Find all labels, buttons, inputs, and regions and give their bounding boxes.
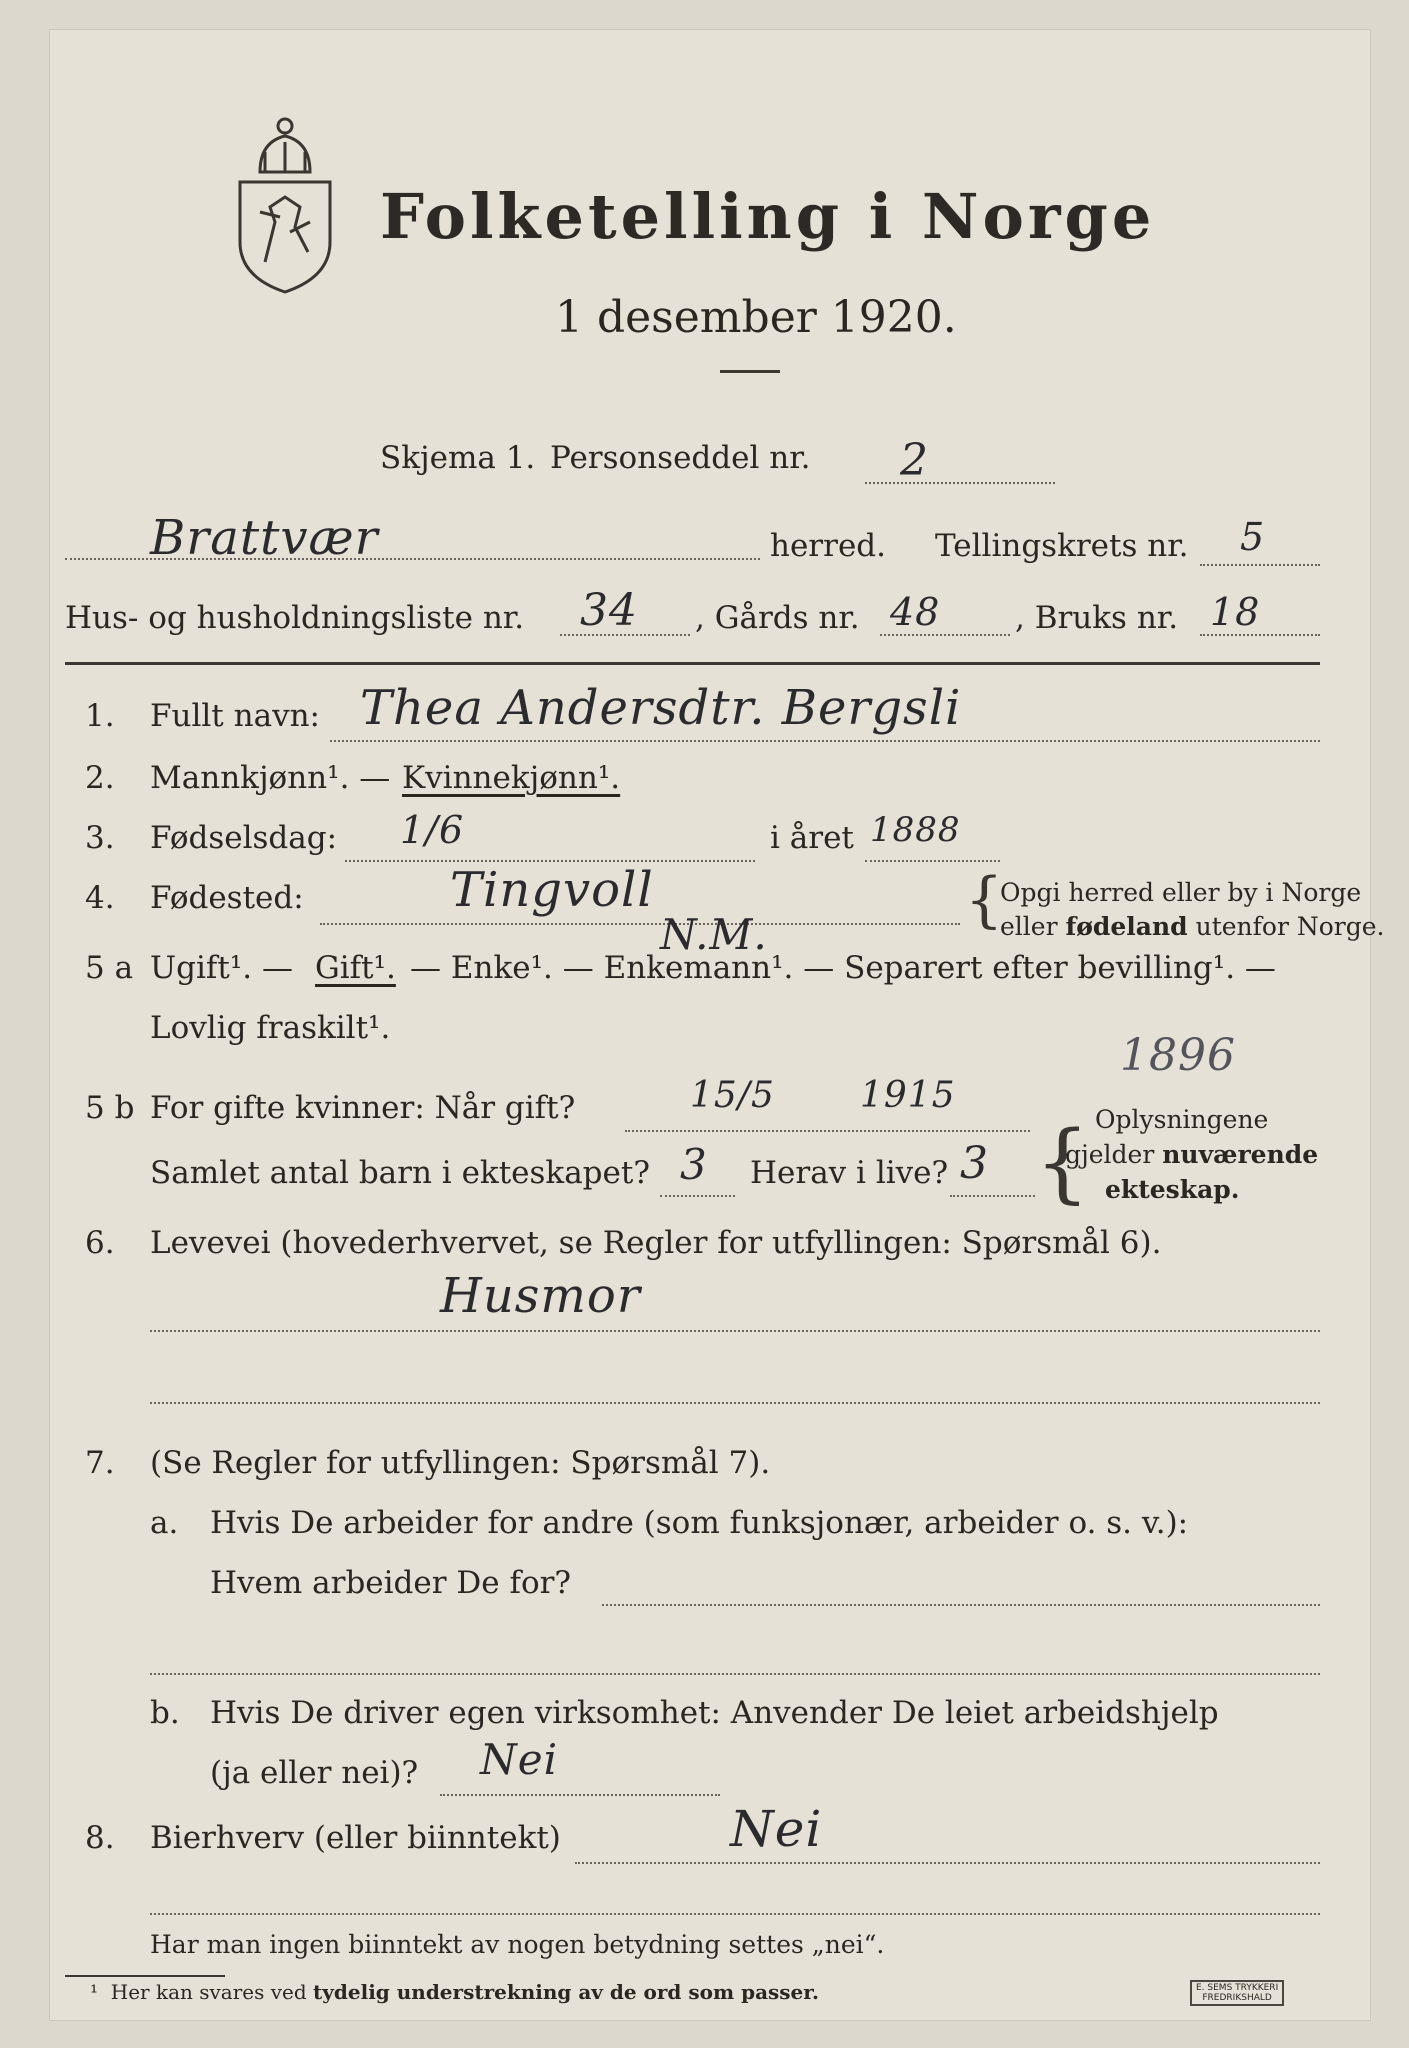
tellingskrets-line <box>1200 564 1320 566</box>
q3-year-value: 1888 <box>870 810 961 850</box>
skjema-label: Skjema 1. <box>380 440 536 476</box>
q3-year-line <box>865 860 1000 862</box>
census-form-page <box>50 30 1385 2020</box>
q5b-children-line <box>660 1195 735 1197</box>
form-title: Folketelling i Norge <box>380 180 1156 253</box>
q8-extra-line <box>150 1913 1320 1915</box>
q5b-year-note: 1896 <box>1120 1030 1236 1081</box>
q4-note-1: Opgi herred eller by i Norge <box>1000 878 1362 907</box>
q7a-letter: a. <box>150 1505 179 1541</box>
q4-number: 4. <box>85 880 115 916</box>
footnote-rule <box>65 1975 225 1977</box>
q5a-number: 5 a <box>85 950 134 986</box>
q5b-note-3: ekteskap. <box>1105 1175 1240 1204</box>
gards-line <box>880 634 1010 636</box>
q4-label: Fødested: <box>150 880 304 916</box>
gards-value: 48 <box>890 590 941 634</box>
q8-value: Nei <box>730 1800 823 1858</box>
q5a-gift: Gift¹. <box>315 950 396 986</box>
q4-line <box>320 923 960 925</box>
q6-line-2 <box>150 1402 1320 1404</box>
bruks-line <box>1200 634 1320 636</box>
q5b-children-label: Samlet antal barn i ekteskapet? <box>150 1155 650 1191</box>
q7a-line <box>602 1604 1320 1606</box>
q5b-note-1: Oplysningene <box>1095 1105 1269 1134</box>
q4-brace: { <box>965 865 1004 935</box>
personseddel-value: 2 <box>900 435 929 486</box>
q7b-value: Nei <box>480 1735 559 1784</box>
census-date: 1 desember 1920. <box>555 292 957 343</box>
header-separator <box>65 662 1320 665</box>
q1-line <box>330 740 1320 742</box>
q2-female: Kvinnekjønn¹. <box>402 760 621 796</box>
q5a-line-2: Lovlig fraskilt¹. <box>150 1010 391 1046</box>
personseddel-label: Personseddel nr. <box>550 440 811 476</box>
q5b-label: For gifte kvinner: Når gift? <box>150 1090 576 1126</box>
q5b-children-value: 3 <box>680 1140 708 1189</box>
personseddel-line <box>865 482 1055 484</box>
q7a-label: Hvis De arbeider for andre (som funksjonær, arbeider o. s. v.): <box>210 1505 1189 1541</box>
q7a-line-2: Hvem arbeider De for? <box>210 1565 572 1601</box>
q2-male: Mannkjønn¹. — <box>150 760 391 796</box>
q7a-extra-line <box>150 1673 1320 1675</box>
q1-value: Thea Andersdtr. Bergsli <box>360 680 962 736</box>
q5a-ugift: Ugift¹. — <box>150 950 293 986</box>
footnote: ¹ Her kan svares ved tydelig understrekning av de ord som passer. <box>90 1980 819 2004</box>
q4-note-2: eller fødeland utenfor Norge. <box>1000 912 1385 941</box>
printer-stamp: E. SEMS TRYKKERI FREDRIKSHALD <box>1190 1980 1284 2006</box>
q5a-rest: — Enke¹. — Enkemann¹. — Separert efter bevilling¹. — <box>410 950 1276 986</box>
herred-value: Brattvær <box>150 510 379 566</box>
q3-year-label: i året <box>770 820 854 856</box>
q5b-alive-line <box>950 1195 1035 1197</box>
q7b-line <box>440 1794 720 1796</box>
q5b-brace: { <box>1035 1113 1090 1213</box>
q5b-alive-value: 3 <box>960 1138 989 1189</box>
bruks-label: , Bruks nr. <box>1015 600 1179 636</box>
title-divider <box>720 370 780 373</box>
q8-line <box>575 1862 1320 1864</box>
q4-value: Tingvoll <box>450 862 654 918</box>
q5b-number: 5 b <box>85 1090 135 1126</box>
q6-label: Levevei (hovederhvervet, se Regler for utfyllingen: Spørsmål 6). <box>150 1225 1162 1261</box>
q6-number: 6. <box>85 1225 115 1261</box>
q7b-line-2: (ja eller nei)? <box>210 1755 419 1791</box>
q8-number: 8. <box>85 1820 115 1856</box>
q5b-value-date: 15/5 <box>690 1075 775 1116</box>
q3-value: 1/6 <box>400 808 465 852</box>
bruks-value: 18 <box>1210 590 1261 634</box>
q7b-letter: b. <box>150 1695 180 1731</box>
q3-number: 3. <box>85 820 115 856</box>
tellingskrets-value: 5 <box>1240 515 1266 559</box>
husholdningsliste-label: Hus- og husholdningsliste nr. <box>65 600 525 636</box>
gards-label: , Gårds nr. <box>695 600 860 636</box>
q1-label: Fullt navn: <box>150 698 320 734</box>
q5b-line <box>625 1130 1030 1132</box>
q5b-note-2: gjelder nuværende <box>1065 1140 1319 1169</box>
q1-number: 1. <box>85 698 115 734</box>
footer-note: Har man ingen biinntekt av nogen betydning settes „nei“. <box>150 1930 885 1959</box>
q7b-label: Hvis De driver egen virksomhet: Anvender De leiet arbeidshjelp <box>210 1695 1219 1731</box>
herred-label: herred. <box>770 528 886 564</box>
q8-label: Bierhverv (eller biinntekt) <box>150 1820 561 1856</box>
q5b-value-year: 1915 <box>860 1075 956 1116</box>
q6-value: Husmor <box>440 1268 641 1324</box>
coat-of-arms-icon <box>230 112 340 297</box>
q3-label: Fødselsdag: <box>150 820 338 856</box>
q4-value-2: N.M. <box>660 910 768 959</box>
q7-label: (Se Regler for utfyllingen: Spørsmål 7). <box>150 1445 771 1481</box>
q5b-alive-label: Herav i live? <box>750 1155 949 1191</box>
q2-number: 2. <box>85 760 115 796</box>
q6-line-1 <box>150 1330 1320 1332</box>
q7-number: 7. <box>85 1445 115 1481</box>
tellingskrets-label: Tellingskrets nr. <box>935 528 1189 564</box>
husholdningsliste-value: 34 <box>580 585 638 636</box>
